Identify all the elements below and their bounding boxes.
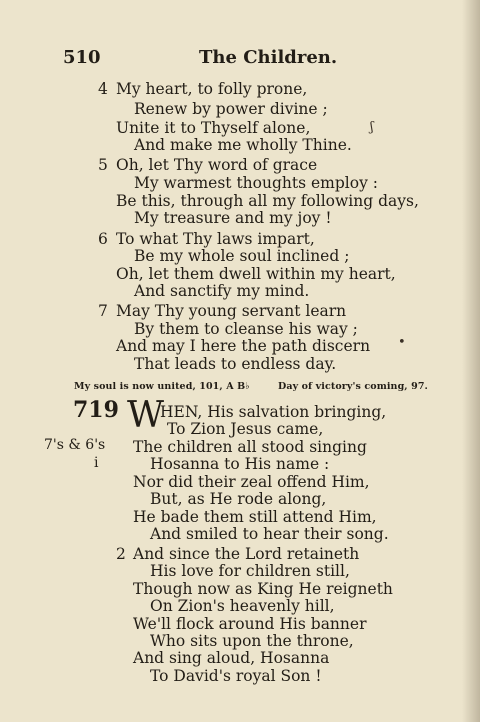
- meter-label: 7's & 6's: [44, 437, 106, 453]
- hymn-line: We'll flock around His banner: [133, 615, 367, 633]
- tune-reference-left: My soul is now united, 101, A B♭: [74, 381, 250, 392]
- verse-number: 7: [98, 302, 108, 320]
- hymn-line: But, as He rode along,: [150, 490, 327, 508]
- hymn-line: He bade them still attend Him,: [133, 508, 377, 526]
- verse-line: Be this, through all my following days,: [116, 192, 419, 210]
- verse-number: 6: [98, 230, 108, 248]
- verse-number: 5: [98, 156, 108, 174]
- page-number: 510: [63, 47, 101, 68]
- verse-line: Oh, let Thy word of grace: [116, 156, 318, 174]
- verse-line: And make me wholly Thine.: [134, 136, 352, 154]
- hymn-line: On Zion's heavenly hill,: [150, 597, 335, 615]
- hymn-line: His love for children still,: [150, 562, 350, 580]
- hymn-line: Who sits upon the throne,: [150, 632, 354, 650]
- hymn-line: Though now as King He reigneth: [133, 580, 393, 598]
- tune-reference-right: Day of victory's coming, 97.: [278, 381, 428, 392]
- hymn-number: 719: [73, 397, 119, 423]
- verse-number: 2: [116, 545, 126, 563]
- hymn-line: And since the Lord retaineth: [133, 545, 360, 563]
- hymn-line: And sing aloud, Hosanna: [133, 649, 330, 667]
- verse-line: By them to cleanse his way ;: [134, 320, 358, 338]
- pencil-mark: ʃ: [370, 120, 374, 135]
- hymn-line: To Zion Jesus came,: [167, 420, 324, 438]
- verse-line: May Thy young servant learn: [116, 302, 347, 320]
- hymn-line: Hosanna to His name :: [150, 455, 330, 473]
- first-line: HEN, His salvation bringing,: [160, 403, 387, 421]
- ink-dot: •: [398, 335, 406, 350]
- verse-line: To what Thy laws impart,: [116, 230, 315, 248]
- verse-line: And may I here the path discern: [116, 337, 371, 355]
- verse-line: Unite it to Thyself alone,: [116, 119, 311, 137]
- verse-line: And sanctify my mind.: [134, 282, 310, 300]
- verse-line: Be my whole soul inclined ;: [134, 247, 350, 265]
- verse-line: My heart, to folly prone,: [116, 80, 308, 98]
- verse-line: Oh, let them dwell within my heart,: [116, 265, 396, 283]
- page-title: The Children.: [199, 47, 338, 68]
- verse-number: 4: [98, 80, 108, 98]
- verse-line: Renew by power divine ;: [134, 100, 328, 118]
- verse-line: My treasure and my joy !: [134, 209, 332, 227]
- hymn-line: To David's royal Son !: [150, 667, 322, 685]
- verse-line: My warmest thoughts employ :: [134, 174, 378, 192]
- hymn-line: And smiled to hear their song.: [150, 525, 389, 543]
- drop-cap: W: [127, 395, 165, 436]
- hymn-line: The children all stood singing: [133, 438, 367, 456]
- hymn-line: Nor did their zeal offend Him,: [133, 473, 370, 491]
- key-indicator: i: [94, 455, 99, 471]
- verse-line: That leads to endless day.: [134, 355, 337, 373]
